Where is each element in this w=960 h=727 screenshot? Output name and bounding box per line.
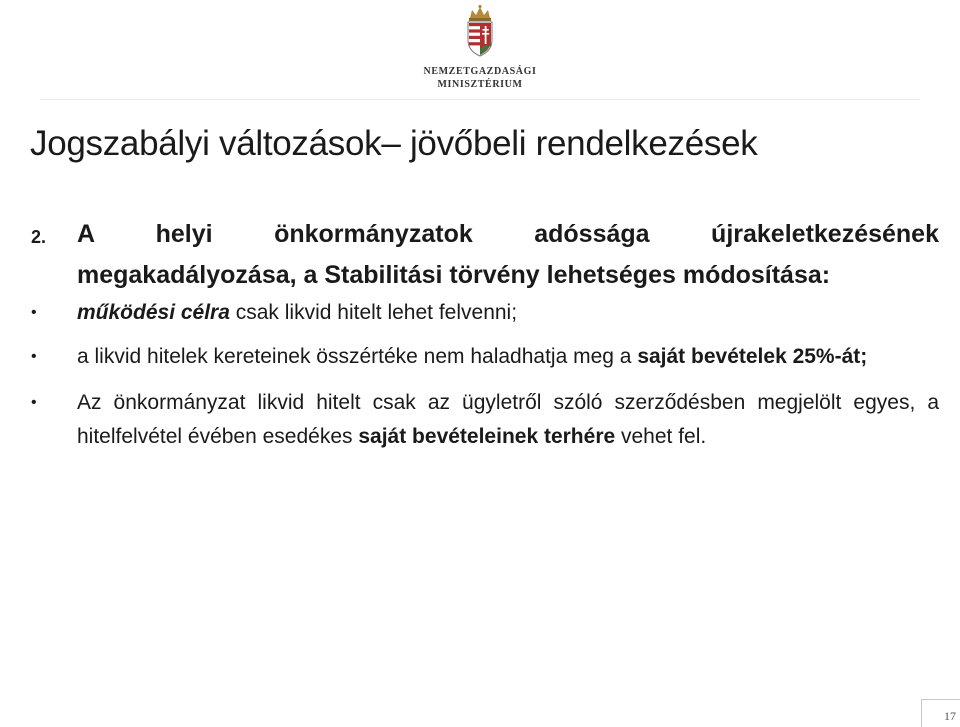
bullet-emphasis: saját bevételek 25%-át; xyxy=(637,345,868,368)
hungarian-coat-of-arms-icon xyxy=(463,4,497,58)
bullet-emphasis: működési célra xyxy=(77,301,230,324)
slide-body xyxy=(31,214,939,454)
bullet-dot-icon: • xyxy=(31,304,37,321)
page-number-box xyxy=(921,699,960,727)
bullet-text xyxy=(77,386,939,454)
ministry-logo xyxy=(395,4,565,92)
section-heading xyxy=(31,214,939,296)
slide-title: Jogszabályi változások– jövőbeli rendelkezések xyxy=(30,124,758,163)
bullet-lead: a likvid hitelek kereteinek összértéke nem haladhatja meg a xyxy=(77,345,638,368)
bullet-text xyxy=(77,296,939,330)
logo-text-line1: NEMZETGAZDASÁGI xyxy=(423,66,537,77)
header-divider xyxy=(40,99,920,100)
bullet-rest: vehet fel. xyxy=(615,425,707,448)
bullet-item xyxy=(31,386,939,454)
bullet-lead: Az önkormányzat likvid hitelt csak az ügyletről szóló szerződésben megjelölt egyes, a hitelfelvétel évében esedékes xyxy=(77,391,939,448)
logo-text-line2: MINISZTÉRIUM xyxy=(437,79,523,90)
bullet-emphasis: saját bevételeinek terhére xyxy=(358,425,616,448)
bullet-dot-icon: • xyxy=(31,394,37,411)
bullet-rest: csak likvid hitelt lehet felvenni; xyxy=(229,301,518,324)
section-heading-text: A helyi önkormányzatok adóssága újrakeletkezésének megakadályozása, a Stabilitási törvény lehetséges módosítása: xyxy=(77,220,939,289)
bullet-text xyxy=(77,340,939,374)
section-number: 2. xyxy=(31,227,47,247)
page-number: 17 xyxy=(944,709,956,723)
bullet-item xyxy=(31,296,939,330)
bullet-item xyxy=(31,340,939,374)
bullet-dot-icon: • xyxy=(31,348,37,365)
